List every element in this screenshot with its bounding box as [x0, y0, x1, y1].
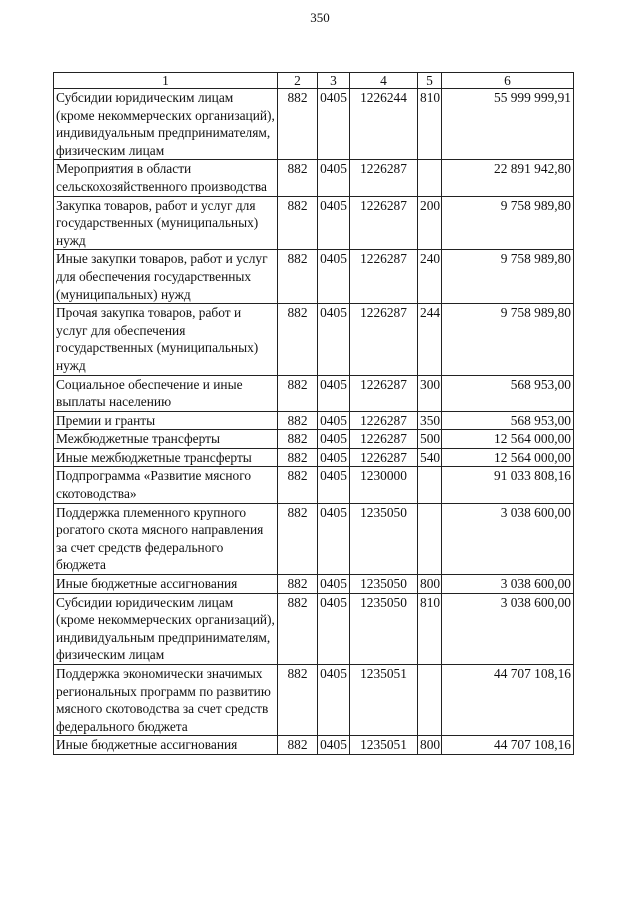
row-code-5: 500: [418, 430, 442, 449]
row-code-4: 1226287: [350, 250, 418, 304]
row-code-3: 0405: [318, 375, 350, 411]
table-row: [54, 593, 574, 664]
table-row: [54, 467, 574, 503]
row-code-3: 0405: [318, 411, 350, 430]
table-row: [54, 250, 574, 304]
row-name: Иные закупки товаров, работ и услуг для обеспечения государственных (муниципальных) нужд: [54, 250, 278, 304]
row-amount: 568 953,00: [442, 411, 574, 430]
row-name: Премии и гранты: [54, 411, 278, 430]
table-row: [54, 448, 574, 467]
table-row: [54, 304, 574, 375]
table-row: [54, 375, 574, 411]
row-code-3: 0405: [318, 430, 350, 449]
row-code-2: 882: [278, 503, 318, 574]
row-code-5: 244: [418, 304, 442, 375]
row-code-3: 0405: [318, 448, 350, 467]
row-code-2: 882: [278, 467, 318, 503]
row-code-2: 882: [278, 304, 318, 375]
column-header: 1: [54, 73, 278, 89]
table-row: [54, 89, 574, 160]
row-code-4: 1226287: [350, 196, 418, 250]
row-code-4: 1235051: [350, 736, 418, 755]
row-amount: 44 707 108,16: [442, 736, 574, 755]
row-code-4: 1235050: [350, 503, 418, 574]
row-code-3: 0405: [318, 250, 350, 304]
row-name: Межбюджетные трансферты: [54, 430, 278, 449]
row-amount: 22 891 942,80: [442, 160, 574, 196]
column-header: 3: [318, 73, 350, 89]
row-code-2: 882: [278, 250, 318, 304]
row-amount: 9 758 989,80: [442, 250, 574, 304]
row-amount: 3 038 600,00: [442, 593, 574, 664]
column-header: 2: [278, 73, 318, 89]
row-name: Закупка товаров, работ и услуг для государственных (муниципальных) нужд: [54, 196, 278, 250]
row-code-2: 882: [278, 89, 318, 160]
row-code-4: 1226287: [350, 160, 418, 196]
row-amount: 3 038 600,00: [442, 503, 574, 574]
row-amount: 9 758 989,80: [442, 304, 574, 375]
row-amount: 91 033 808,16: [442, 467, 574, 503]
row-code-3: 0405: [318, 665, 350, 736]
row-code-4: 1235051: [350, 665, 418, 736]
row-name: Иные бюджетные ассигнования: [54, 575, 278, 594]
row-code-3: 0405: [318, 467, 350, 503]
row-code-5: [418, 160, 442, 196]
row-name: Иные межбюджетные трансферты: [54, 448, 278, 467]
row-code-2: 882: [278, 736, 318, 755]
row-amount: 55 999 999,91: [442, 89, 574, 160]
row-code-4: 1235050: [350, 575, 418, 594]
row-code-5: [418, 467, 442, 503]
row-code-2: 882: [278, 375, 318, 411]
row-code-2: 882: [278, 448, 318, 467]
row-code-5: 240: [418, 250, 442, 304]
page-number: 350: [310, 10, 330, 25]
row-code-2: 882: [278, 593, 318, 664]
row-code-5: 540: [418, 448, 442, 467]
row-code-5: 800: [418, 575, 442, 594]
row-name: Субсидии юридическим лицам (кроме некоммерческих организаций), индивидуальным предпринимателям, физическим лицам: [54, 89, 278, 160]
row-name: Поддержка племенного крупного рогатого скота мясного направления за счет средств федерального бюджета: [54, 503, 278, 574]
row-code-3: 0405: [318, 736, 350, 755]
row-code-5: 350: [418, 411, 442, 430]
row-amount: 568 953,00: [442, 375, 574, 411]
row-code-5: 810: [418, 89, 442, 160]
row-code-4: 1235050: [350, 593, 418, 664]
row-code-5: 200: [418, 196, 442, 250]
row-code-3: 0405: [318, 160, 350, 196]
row-code-3: 0405: [318, 593, 350, 664]
row-name: Поддержка экономически значимых региональных программ по развитию мясного скотоводства за счет средств федерального бюджета: [54, 665, 278, 736]
row-code-3: 0405: [318, 304, 350, 375]
row-name: Иные бюджетные ассигнования: [54, 736, 278, 755]
row-code-5: 800: [418, 736, 442, 755]
row-code-2: 882: [278, 196, 318, 250]
row-code-3: 0405: [318, 196, 350, 250]
row-code-4: 1226287: [350, 304, 418, 375]
row-name: Мероприятия в области сельскохозяйственного производства: [54, 160, 278, 196]
table-header-row: [54, 73, 574, 89]
row-code-5: [418, 665, 442, 736]
table-row: [54, 665, 574, 736]
table-row: [54, 736, 574, 755]
row-code-5: 810: [418, 593, 442, 664]
row-code-4: 1226287: [350, 430, 418, 449]
row-code-4: 1226287: [350, 411, 418, 430]
column-header: 4: [350, 73, 418, 89]
row-name: Социальное обеспечение и иные выплаты населению: [54, 375, 278, 411]
table-row: [54, 430, 574, 449]
row-code-4: 1230000: [350, 467, 418, 503]
row-amount: 3 038 600,00: [442, 575, 574, 594]
table-row: [54, 411, 574, 430]
row-code-5: [418, 503, 442, 574]
row-code-5: 300: [418, 375, 442, 411]
row-name: Субсидии юридическим лицам (кроме некоммерческих организаций), индивидуальным предпринимателям, физическим лицам: [54, 593, 278, 664]
row-code-4: 1226244: [350, 89, 418, 160]
row-code-3: 0405: [318, 575, 350, 594]
row-name: Прочая закупка товаров, работ и услуг для обеспечения государственных (муниципальных) нужд: [54, 304, 278, 375]
row-name: Подпрограмма «Развитие мясного скотоводства»: [54, 467, 278, 503]
budget-table: [53, 72, 574, 755]
row-code-2: 882: [278, 665, 318, 736]
table-row: [54, 160, 574, 196]
column-header: 5: [418, 73, 442, 89]
row-code-2: 882: [278, 575, 318, 594]
row-code-3: 0405: [318, 503, 350, 574]
row-code-3: 0405: [318, 89, 350, 160]
table-row: [54, 503, 574, 574]
row-code-4: 1226287: [350, 448, 418, 467]
row-code-4: 1226287: [350, 375, 418, 411]
row-amount: 12 564 000,00: [442, 448, 574, 467]
row-amount: 44 707 108,16: [442, 665, 574, 736]
row-amount: 12 564 000,00: [442, 430, 574, 449]
row-amount: 9 758 989,80: [442, 196, 574, 250]
column-header: 6: [442, 73, 574, 89]
row-code-2: 882: [278, 430, 318, 449]
table-row: [54, 196, 574, 250]
row-code-2: 882: [278, 160, 318, 196]
row-code-2: 882: [278, 411, 318, 430]
table-row: [54, 575, 574, 594]
